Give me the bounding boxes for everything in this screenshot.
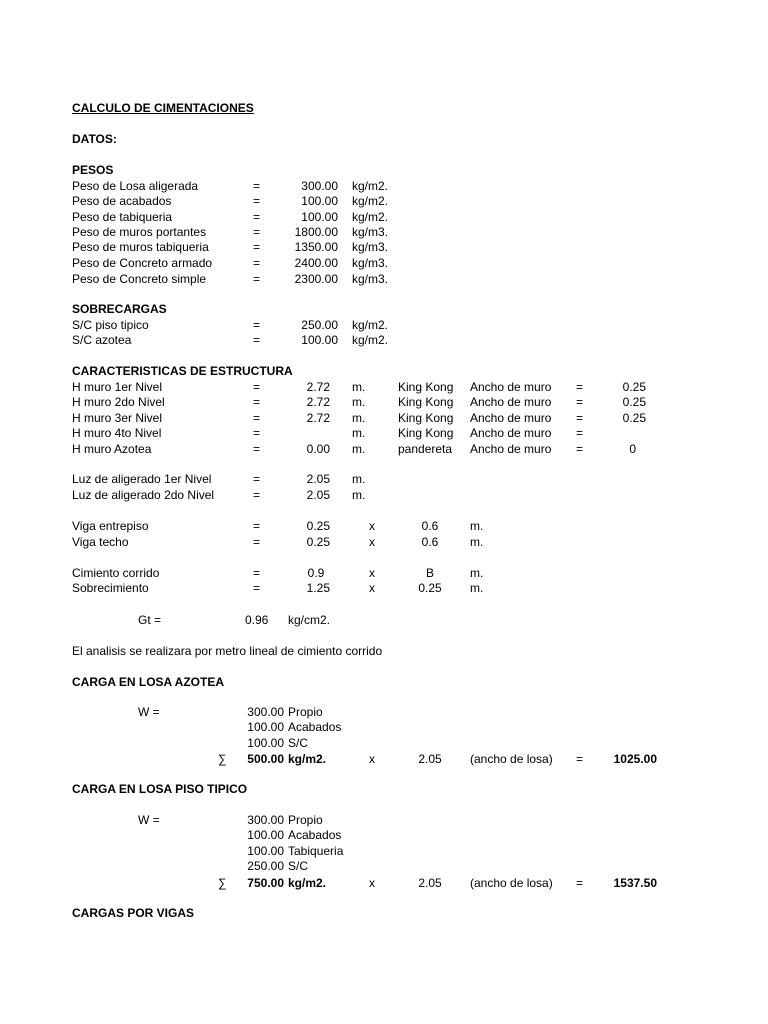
- row-unit: m.: [352, 380, 366, 394]
- vigas-heading: CARGAS POR VIGAS: [72, 906, 195, 920]
- tipico-heading: CARGA EN LOSA PISO TIPICO: [72, 782, 248, 796]
- times-sign: x: [369, 519, 375, 533]
- equals-sign: =: [253, 333, 261, 347]
- equals-sign: =: [253, 272, 261, 286]
- sum-value: 750.00: [247, 876, 284, 890]
- row-value: 0.9: [307, 566, 325, 580]
- row-label: Peso de muros tabiqueria: [72, 240, 209, 254]
- times-sign: x: [369, 566, 375, 580]
- row-label: Peso de Concreto armado: [72, 256, 213, 270]
- gt-unit: kg/cm2.: [288, 613, 331, 627]
- row-value: 2.05: [306, 472, 330, 486]
- muro-tipo: pandereta: [398, 442, 453, 456]
- equals-sign: =: [253, 488, 261, 502]
- sobrecargas-heading: SOBRECARGAS: [72, 302, 167, 316]
- row-label: S/C azotea: [72, 333, 132, 347]
- row-value-b: 0.6: [421, 519, 439, 533]
- page-title: CALCULO DE CIMENTACIONES: [72, 101, 254, 115]
- row-label: Cimiento corrido: [72, 566, 160, 580]
- row-value: 0.00: [306, 442, 330, 456]
- row-unit: kg/m3.: [352, 225, 389, 239]
- sum-value: 500.00: [247, 752, 284, 766]
- azotea-heading: CARGA EN LOSA AZOTEA: [72, 675, 224, 689]
- row-value-b: B: [425, 566, 434, 580]
- pesos-heading: PESOS: [72, 163, 114, 177]
- row-value: 1350.00: [294, 240, 338, 254]
- row-value: 250.00: [301, 318, 338, 332]
- load-name: Acabados: [288, 720, 342, 734]
- row-unit: m.: [470, 519, 484, 533]
- ancho-label: Ancho de muro: [470, 380, 552, 394]
- row-unit: m.: [352, 426, 366, 440]
- row-unit: m.: [352, 472, 366, 486]
- row-value-b: 0.25: [418, 581, 442, 595]
- load-value: 250.00: [247, 859, 284, 873]
- row-value: 2.72: [306, 395, 330, 409]
- equals-sign: =: [253, 442, 261, 456]
- ancho-label: Ancho de muro: [470, 411, 552, 425]
- muro-tipo: King Kong: [398, 380, 454, 394]
- row-label: Peso de acabados: [72, 194, 172, 208]
- row-value: 100.00: [301, 194, 338, 208]
- row-value: 1800.00: [294, 225, 338, 239]
- row-value: 300.00: [301, 179, 338, 193]
- row-unit: kg/m2.: [352, 333, 389, 347]
- row-unit: kg/m3.: [352, 240, 389, 254]
- row-value: 2.72: [306, 380, 330, 394]
- times-sign: x: [369, 581, 375, 595]
- muro-tipo: King Kong: [398, 411, 454, 425]
- equals-sign: =: [253, 519, 261, 533]
- load-value: 100.00: [247, 736, 284, 750]
- load-name: Propio: [288, 705, 323, 719]
- result-value: 1537.50: [613, 876, 657, 890]
- row-unit: m.: [352, 395, 366, 409]
- row-label: Peso de tabiqueria: [72, 210, 173, 224]
- equals-sign: =: [253, 535, 261, 549]
- row-label: Peso de Concreto simple: [72, 272, 207, 286]
- row-label: Luz de aligerado 2do Nivel: [72, 488, 215, 502]
- equals-sign: =: [253, 240, 261, 254]
- ancho-label: Ancho de muro: [470, 442, 552, 456]
- load-value: 300.00: [247, 705, 284, 719]
- equals-sign: =: [576, 426, 584, 440]
- times-sign: x: [369, 876, 375, 890]
- equals-sign: =: [253, 472, 261, 486]
- row-label: Viga techo: [72, 535, 129, 549]
- muro-tipo: King Kong: [398, 426, 454, 440]
- equals-sign: =: [576, 411, 584, 425]
- row-value: 100.00: [301, 333, 338, 347]
- equals-sign: =: [576, 752, 584, 766]
- equals-sign: =: [253, 566, 261, 580]
- row-value: 0.25: [306, 519, 330, 533]
- row-unit: m.: [352, 411, 366, 425]
- sum-unit: kg/m2.: [288, 752, 327, 766]
- row-label: Luz de aligerado 1er Nivel: [72, 472, 212, 486]
- row-label: H muro 3er Nivel: [72, 411, 163, 425]
- gt-value: 0.96: [245, 613, 269, 627]
- load-name: Tabiqueria: [288, 844, 344, 858]
- row-unit: kg/m3.: [352, 272, 389, 286]
- row-unit: kg/m2.: [352, 179, 389, 193]
- row-value: 2300.00: [294, 272, 338, 286]
- load-name: S/C: [288, 859, 309, 873]
- times-sign: x: [369, 535, 375, 549]
- ancho-value: 0.25: [622, 395, 646, 409]
- ancho-value: 0.25: [622, 411, 646, 425]
- row-unit: m.: [470, 535, 484, 549]
- row-label: Viga entrepiso: [72, 519, 149, 533]
- equals-sign: =: [253, 318, 261, 332]
- equals-sign: =: [253, 210, 261, 224]
- equals-sign: =: [253, 225, 261, 239]
- load-name: S/C: [288, 736, 309, 750]
- equals-sign: =: [253, 395, 261, 409]
- load-name: Propio: [288, 813, 323, 827]
- row-label: S/C piso tipico: [72, 318, 149, 332]
- sigma-icon: ∑: [218, 752, 227, 766]
- row-value: 2.05: [306, 488, 330, 502]
- ancho-label: Ancho de muro: [470, 395, 552, 409]
- estructura-heading: CARACTERISTICAS DE ESTRUCTURA: [72, 364, 293, 378]
- row-unit: m.: [470, 581, 484, 595]
- factor-value: 2.05: [418, 876, 442, 890]
- result-value: 1025.00: [613, 752, 657, 766]
- row-value: 0.25: [306, 535, 330, 549]
- row-label: H muro 2do Nivel: [72, 395, 165, 409]
- row-value: 100.00: [301, 210, 338, 224]
- row-value-b: 0.6: [421, 535, 439, 549]
- load-value: 300.00: [247, 813, 284, 827]
- ancho-value: 0.25: [622, 380, 646, 394]
- row-label: H muro Azotea: [72, 442, 152, 456]
- row-value: 2.72: [306, 411, 330, 425]
- factor-value: 2.05: [418, 752, 442, 766]
- factor-label: (ancho de losa): [470, 752, 553, 766]
- equals-sign: =: [576, 876, 584, 890]
- row-label: Peso de muros portantes: [72, 225, 207, 239]
- equals-sign: =: [253, 194, 261, 208]
- row-value: 2400.00: [294, 256, 338, 270]
- w-label: W =: [138, 705, 160, 719]
- row-unit: m.: [352, 442, 366, 456]
- row-unit: m.: [470, 566, 484, 580]
- row-label: Sobrecimiento: [72, 581, 149, 595]
- equals-sign: =: [576, 442, 584, 456]
- muro-tipo: King Kong: [398, 395, 454, 409]
- row-unit: kg/m2.: [352, 318, 389, 332]
- load-value: 100.00: [247, 844, 284, 858]
- row-label: H muro 1er Nivel: [72, 380, 163, 394]
- datos-heading: DATOS:: [72, 132, 117, 146]
- gt-label: Gt =: [138, 613, 162, 627]
- ancho-value: 0: [629, 442, 636, 456]
- w-label: W =: [138, 813, 160, 827]
- row-unit: m.: [352, 488, 366, 502]
- load-value: 100.00: [247, 828, 284, 842]
- load-name: Acabados: [288, 828, 342, 842]
- equals-sign: =: [253, 179, 261, 193]
- factor-label: (ancho de losa): [470, 876, 553, 890]
- equals-sign: =: [253, 380, 261, 394]
- equals-sign: =: [576, 395, 584, 409]
- times-sign: x: [369, 752, 375, 766]
- analysis-note: El analisis se realizara por metro lineal de cimiento corrido: [72, 644, 383, 658]
- row-unit: kg/m2.: [352, 210, 389, 224]
- ancho-label: Ancho de muro: [470, 426, 552, 440]
- equals-sign: =: [253, 581, 261, 595]
- equals-sign: =: [576, 380, 584, 394]
- sum-unit: kg/m2.: [288, 876, 327, 890]
- equals-sign: =: [253, 426, 261, 440]
- sigma-icon: ∑: [218, 876, 227, 890]
- row-unit: kg/m3.: [352, 256, 389, 270]
- row-unit: kg/m2.: [352, 194, 389, 208]
- equals-sign: =: [253, 411, 261, 425]
- row-label: H muro 4to Nivel: [72, 426, 162, 440]
- row-value: 1.25: [306, 581, 330, 595]
- equals-sign: =: [253, 256, 261, 270]
- row-label: Peso de Losa aligerada: [72, 179, 199, 193]
- load-value: 100.00: [247, 720, 284, 734]
